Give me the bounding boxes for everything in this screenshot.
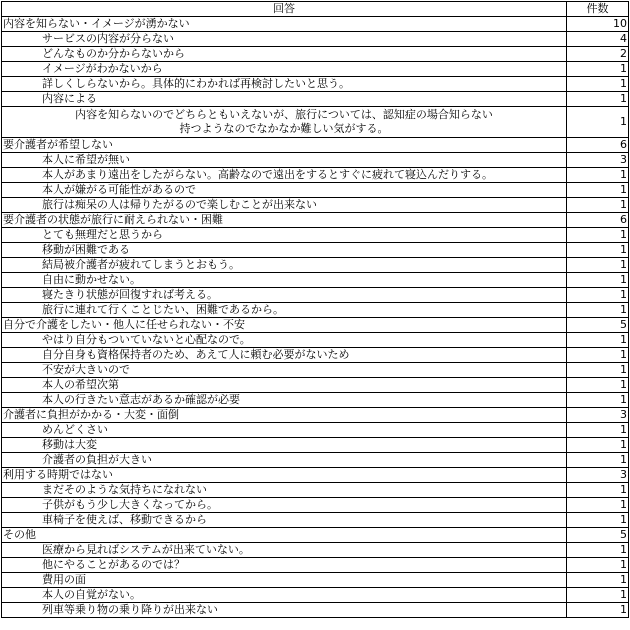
table-row [2,603,629,618]
count-cell: 1 [567,438,629,453]
count-cell: 1 [567,558,629,573]
table-row [2,258,629,273]
answer-cell: 自分自身も資格保持者のため、あえて人に頼む必要がないため [2,348,567,363]
table-row [2,32,629,47]
answer-cell: やはり自分もついていないと心配なので。 [2,333,567,348]
category-label: 利用する時期ではない [2,468,567,483]
answer-line: 内容を知らないのでどちらともいえないが、旅行については、認知症の場合知らない [75,108,493,121]
table-row [2,183,629,198]
answer-cell: 本人に希望が無い [2,153,567,168]
count-cell: 1 [567,453,629,468]
count-cell: 1 [567,348,629,363]
count-cell: 1 [567,77,629,92]
count-cell: 1 [567,198,629,213]
answer-cell: イメージがわかないから [2,62,567,77]
table-row [2,423,629,438]
count-cell: 1 [567,513,629,528]
count-cell: 1 [567,258,629,273]
count-cell: 5 [567,318,629,333]
answer-cell: 介護者の負担が大きい [2,453,567,468]
category-row [2,408,629,423]
category-label: その他 [2,528,567,543]
count-cell: 3 [567,408,629,423]
answer-cell: 不安が大きいので [2,363,567,378]
count-cell: 3 [567,153,629,168]
table-row [2,92,629,107]
table-row [2,107,629,138]
count-cell: 1 [567,543,629,558]
count-column-header: 件数 [567,2,629,17]
table-row [2,198,629,213]
answer-cell: 本人の行きたい意志があるか確認が必要 [2,393,567,408]
answer-cell: 他にやることがあるのでは？ [2,558,567,573]
category-label: 内容を知らない・イメージが湧かない [2,17,567,32]
answer-cell: 本人の希望次第 [2,378,567,393]
answer-cell: 移動は大変 [2,438,567,453]
count-cell: 1 [567,588,629,603]
count-cell: 1 [567,183,629,198]
count-cell: 1 [567,423,629,438]
table-row [2,498,629,513]
count-cell: 6 [567,138,629,153]
count-cell: 1 [567,168,629,183]
count-cell: 1 [567,363,629,378]
answer-cell: 子供がもう少し大きくなってから。 [2,498,567,513]
category-label: 要介護者が希望しない [2,138,567,153]
table-row [2,543,629,558]
table-row [2,303,629,318]
answer-cell: まだそのような気持ちになれない [2,483,567,498]
table-row [2,378,629,393]
answer-cell: 旅行に連れて行くことじたい、困難であるから。 [2,303,567,318]
answer-cell: 移動が困難である [2,243,567,258]
table-row [2,47,629,62]
answer-cell: 寝たきり状態が回復すれば考える。 [2,288,567,303]
count-cell: 1 [567,62,629,77]
table-row [2,243,629,258]
answer-cell: 本人が嫌がる可能性があるので [2,183,567,198]
answer-column-header: 回答 [2,2,567,17]
category-row [2,468,629,483]
answer-line: 持つようなのでなかなか難しい気がする。 [179,122,389,135]
answer-cell: 内容による [2,92,567,107]
category-label: 要介護者の状態が旅行に耐えられない・困難 [2,213,567,228]
count-cell: 2 [567,47,629,62]
table-row [2,273,629,288]
count-cell: 10 [567,17,629,32]
table-row [2,348,629,363]
answer-cell: どんなものか分からないから [2,47,567,62]
count-cell: 1 [567,498,629,513]
category-label: 介護者に負担がかかる・大変・面倒 [2,408,567,423]
count-cell: 1 [567,378,629,393]
answer-cell: 医療から見ればシステムが出来ていない。 [2,543,567,558]
count-cell: 1 [567,243,629,258]
answer-cell: 結局被介護者が疲れてしまうとおもう。 [2,258,567,273]
answer-cell: 自由に動かせない。 [2,273,567,288]
answer-cell: 車椅子を使えば、移動できるから [2,513,567,528]
answer-cell: 詳しくしらないから。具体的にわかれば再検討したいと思う。 [2,77,567,92]
category-label: 自分で介護をしたい・他人に任せられない・不安 [2,318,567,333]
count-cell: 6 [567,213,629,228]
count-cell: 1 [567,393,629,408]
count-cell: 1 [567,273,629,288]
answer-cell [2,107,567,138]
table-row [2,558,629,573]
count-cell: 1 [567,573,629,588]
count-cell: 3 [567,468,629,483]
category-row [2,213,629,228]
count-cell: 1 [567,333,629,348]
answer-cell: 本人があまり遠出をしたがらない。高齢なので遠出をするとすぐに疲れて寝込んだりする。 [2,168,567,183]
count-cell: 1 [567,603,629,618]
response-table [1,1,629,618]
count-cell: 4 [567,32,629,47]
category-row [2,138,629,153]
category-row [2,528,629,543]
table-row [2,588,629,603]
table-row [2,438,629,453]
table-row [2,62,629,77]
count-cell: 5 [567,528,629,543]
table-row [2,363,629,378]
table-body [2,17,629,618]
answer-cell: 列車等乗り物の乗り降りが出来ない [2,603,567,618]
table-row [2,453,629,468]
table-row [2,288,629,303]
count-cell: 1 [567,303,629,318]
category-row [2,17,629,32]
table-row [2,393,629,408]
count-cell: 1 [567,228,629,243]
table-row [2,483,629,498]
answer-cell: サービスの内容が分らない [2,32,567,47]
count-cell: 1 [567,92,629,107]
count-cell: 1 [567,483,629,498]
answer-cell: 本人の自覚がない。 [2,588,567,603]
table-row [2,573,629,588]
table-row [2,333,629,348]
answer-cell: とても無理だと思うから [2,228,567,243]
table-row [2,77,629,92]
count-cell: 1 [567,288,629,303]
answer-cell: 費用の面 [2,573,567,588]
header-row [2,2,629,17]
table-row [2,513,629,528]
answer-cell: 旅行は痴呆の人は帰りたがるので楽しむことが出来ない [2,198,567,213]
count-cell: 1 [567,107,629,138]
table-row [2,168,629,183]
table-row [2,153,629,168]
answer-cell: めんどくさい [2,423,567,438]
category-row [2,318,629,333]
table-row [2,228,629,243]
